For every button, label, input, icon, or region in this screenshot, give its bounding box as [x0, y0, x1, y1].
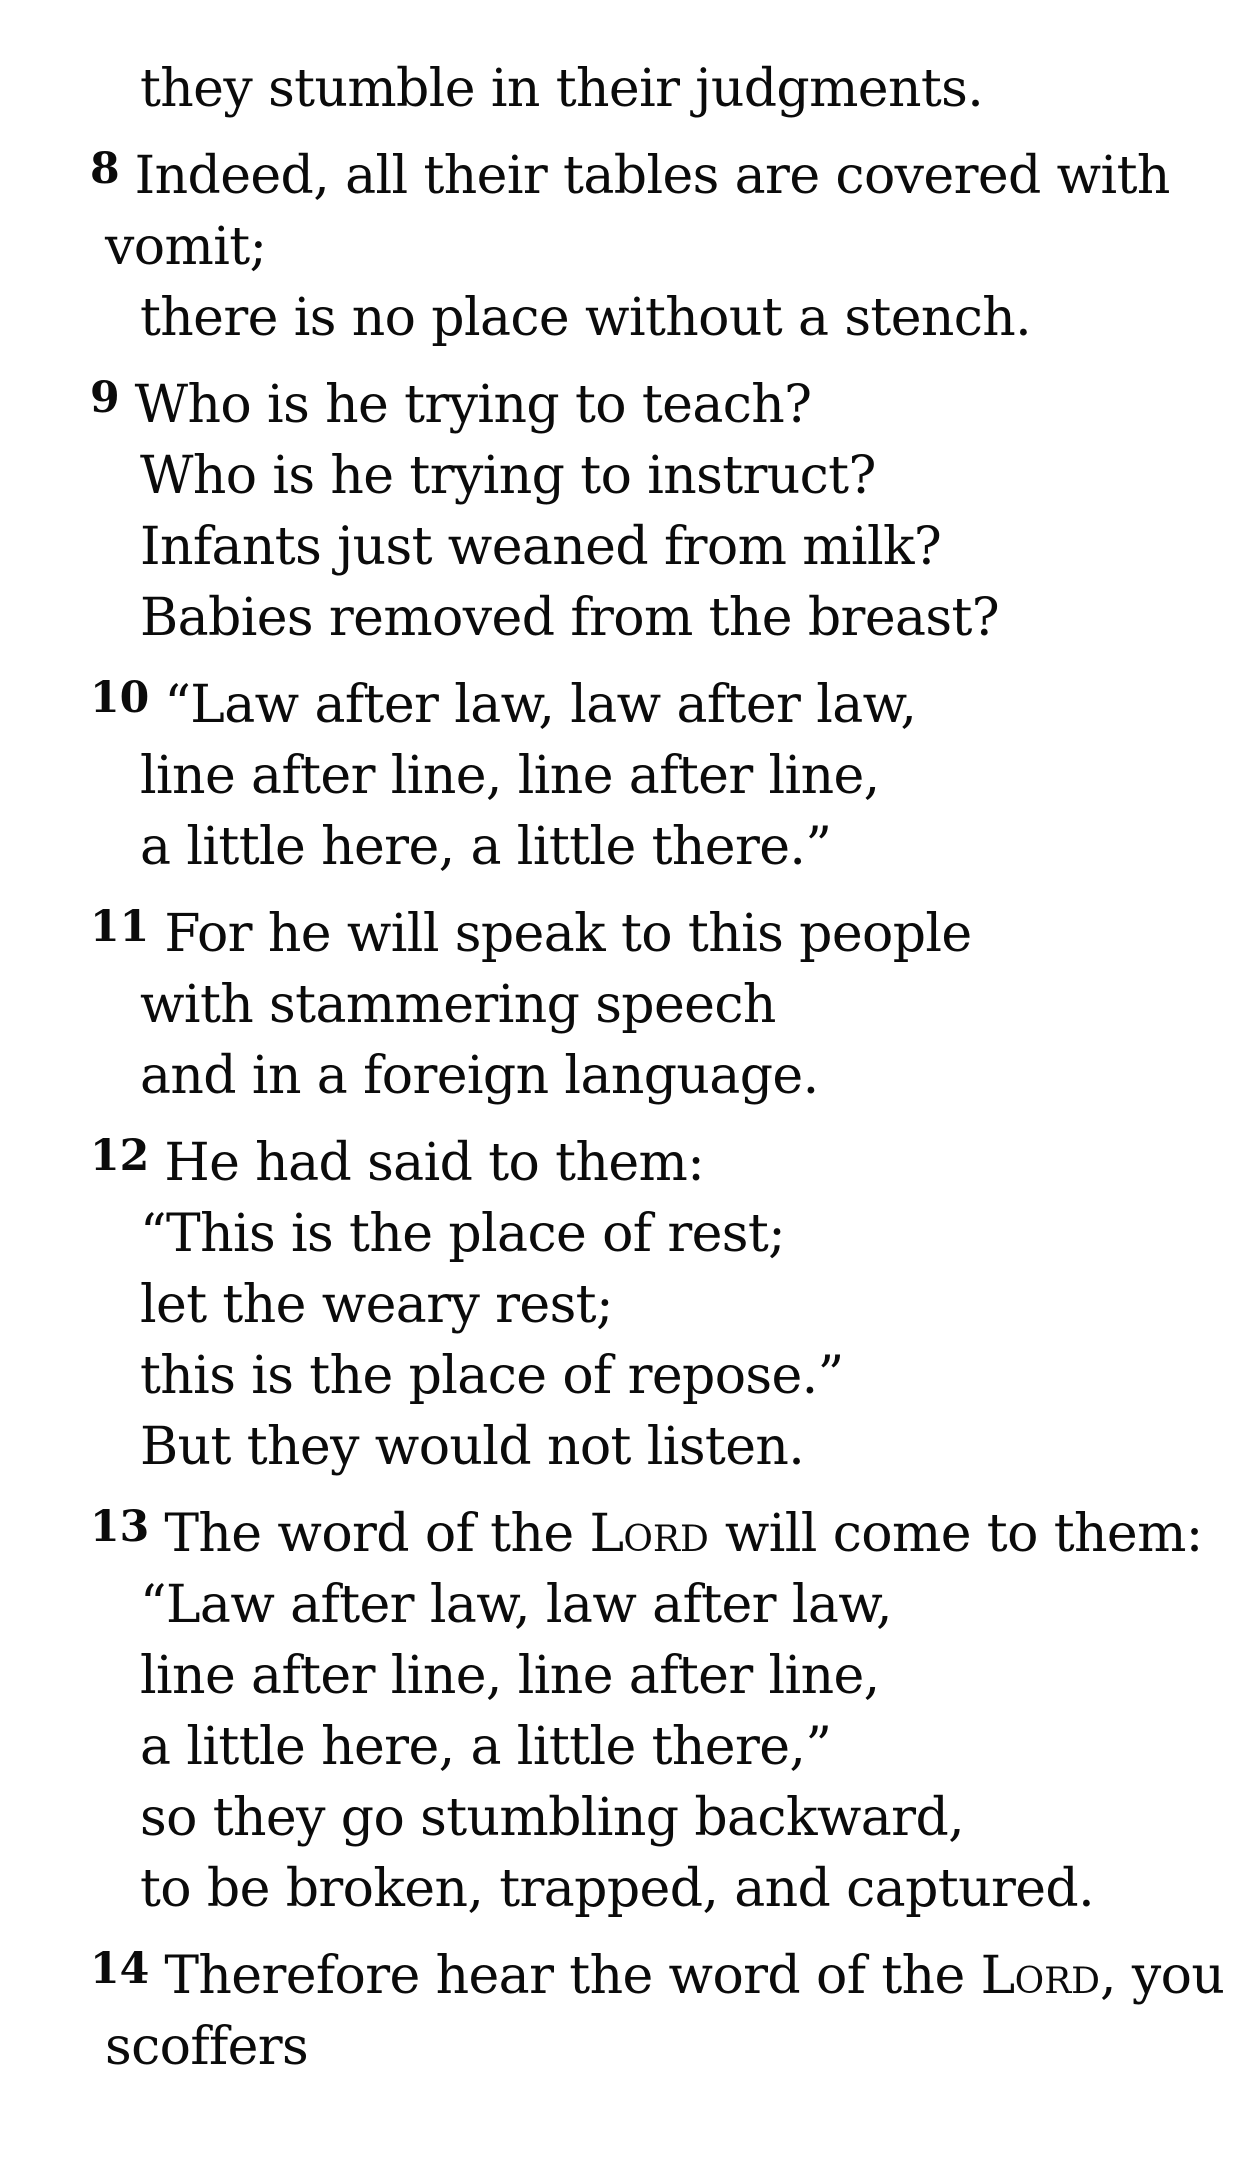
verse-text: line after line, line after line,: [140, 746, 880, 806]
verse-text: The word of the Lord will come to them:: [164, 1504, 1203, 1564]
poetry-line[interactable]: [0, 1641, 1202, 1712]
verse-text: they stumble in their judgments.: [140, 59, 984, 119]
poetry-line[interactable]: [0, 741, 1202, 812]
verse-text: so they go stumbling backward,: [140, 1788, 965, 1848]
verse-text: scoffers: [105, 2017, 309, 2077]
poetry-line[interactable]: [0, 1712, 1202, 1783]
poetry-line[interactable]: [0, 441, 1202, 512]
passage-lines: [0, 54, 1225, 2083]
poetry-line[interactable]: [0, 812, 1202, 883]
verse-10-line[interactable]: 10 “Law after law, law after law,: [90, 672, 917, 735]
verse-text: to be broken, trapped, and captured.: [140, 1859, 1095, 1919]
verse-text: Who is he trying to teach?: [134, 375, 812, 435]
verse-text: Babies removed from the breast?: [140, 588, 1000, 648]
verse-text: Indeed, all their tables are covered with: [134, 146, 1170, 206]
poetry-line[interactable]: [0, 1341, 1202, 1412]
poetry-line[interactable]: [0, 1412, 1202, 1483]
poetry-line[interactable]: [0, 1041, 1202, 1112]
poetry-line[interactable]: [0, 283, 1202, 354]
poetry-line[interactable]: [0, 583, 1202, 654]
divine-name-small-caps: Lord: [980, 1946, 1101, 2006]
poetry-line[interactable]: [0, 512, 1202, 583]
verse-text: and in a foreign language.: [140, 1046, 819, 1106]
verse-text: Infants just weaned from milk?: [140, 517, 942, 577]
verse-text: there is no place without a stench.: [140, 288, 1032, 348]
verse-text: this is the place of repose.”: [140, 1346, 844, 1406]
verse-text: line after line, line after line,: [140, 1646, 880, 1706]
verse-9-line[interactable]: 9 Who is he trying to teach?: [90, 372, 812, 435]
verse-11-line[interactable]: 11 For he will speak to this people: [90, 901, 972, 964]
poetry-line[interactable]: [0, 1854, 1202, 1925]
divine-name-small-caps: Lord: [589, 1504, 709, 1564]
verse-text: “Law after law, law after law,: [164, 675, 917, 735]
verse-text: Who is he trying to instruct?: [140, 446, 876, 506]
poetry-line[interactable]: [0, 1199, 1202, 1270]
verse-text: a little here, a little there,”: [140, 1717, 832, 1777]
poetry-line[interactable]: [0, 2012, 1202, 2083]
verse-text: Therefore hear the word of the Lord, you: [164, 1946, 1225, 2006]
verse-text: For he will speak to this people: [164, 904, 972, 964]
verse-text: vomit;: [105, 217, 267, 277]
verse-text: with stammering speech: [140, 975, 776, 1035]
verse-text: But they would not listen.: [140, 1417, 805, 1477]
verse-13-line[interactable]: 13 The word of the Lord will come to them:: [90, 1501, 1203, 1564]
verse-text: “Law after law, law after law,: [140, 1575, 892, 1635]
poetry-line[interactable]: [0, 970, 1202, 1041]
poetry-line[interactable]: [0, 1270, 1202, 1341]
verse-text: He had said to them:: [164, 1133, 705, 1193]
poetry-line[interactable]: [0, 1570, 1202, 1641]
verse-text: let the weary rest;: [140, 1275, 613, 1335]
poetry-line[interactable]: [0, 1783, 1202, 1854]
verse-14-line[interactable]: 14 Therefore hear the word of the Lord, you: [90, 1943, 1225, 2006]
verse-12-line[interactable]: 12 He had said to them:: [90, 1130, 705, 1193]
verse-text: “This is the place of rest;: [140, 1204, 786, 1264]
poetry-line[interactable]: [0, 54, 1202, 125]
poetry-line[interactable]: [0, 212, 1202, 283]
verse-8-line[interactable]: 8 Indeed, all their tables are covered with: [90, 143, 1170, 206]
verse-text: a little here, a little there.”: [140, 817, 832, 877]
